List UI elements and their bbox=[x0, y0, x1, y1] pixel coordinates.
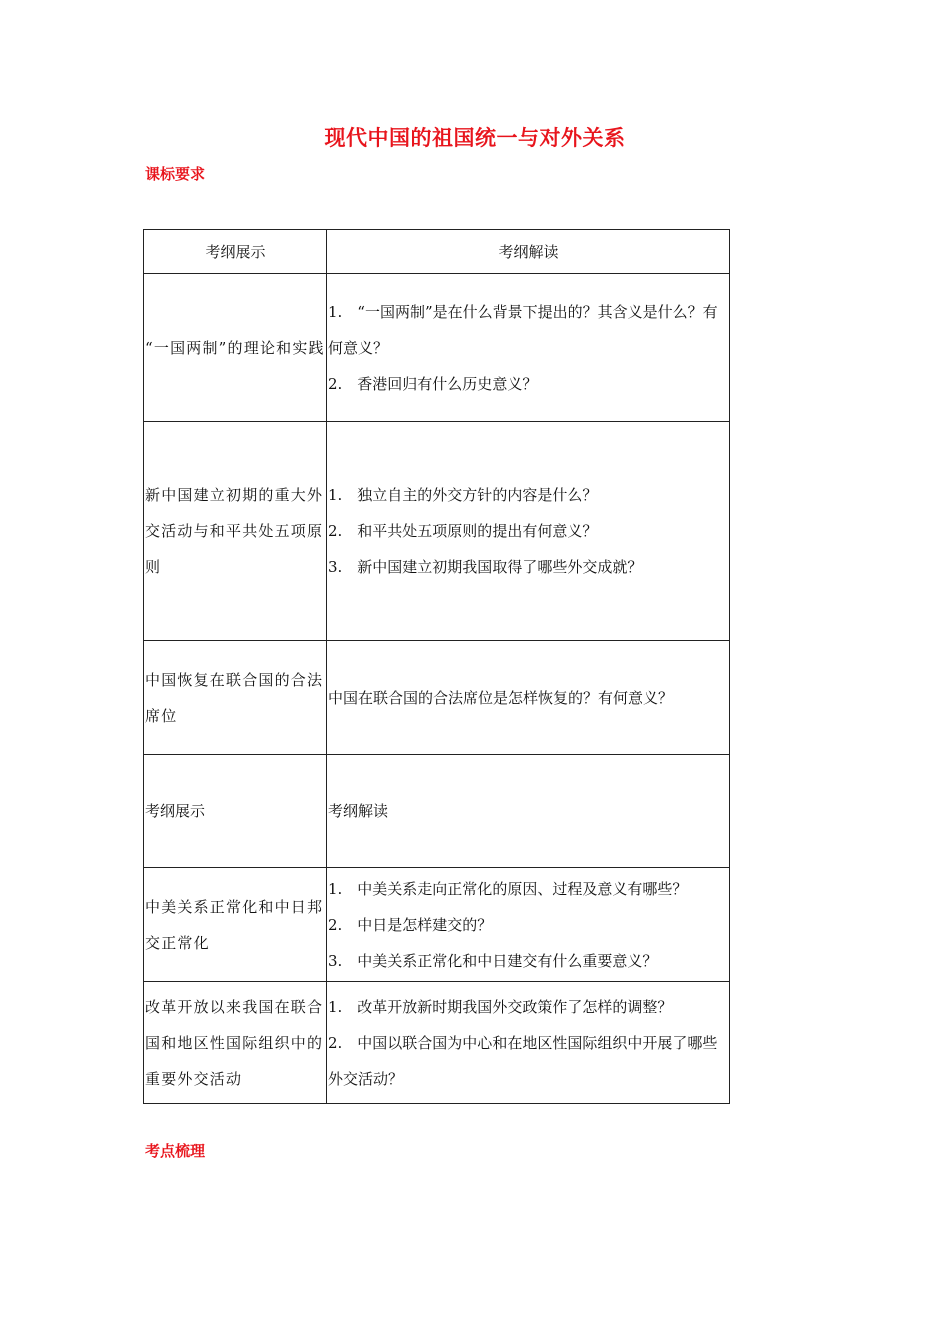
interpretation-cell bbox=[327, 641, 730, 755]
question-item: 1. 独立自主的外交方针的内容是什么？ bbox=[328, 486, 598, 504]
interpretation-cell bbox=[327, 422, 730, 641]
table-header-row bbox=[144, 230, 730, 274]
header-cell-interpretation: 考纲解读 bbox=[327, 230, 730, 274]
topic-cell: 中美关系正常化和中日邦交正常化 bbox=[144, 868, 327, 982]
section-heading-standards: 课标要求 bbox=[145, 165, 206, 183]
question-item: 2. 中国以联合国为中心和在地区性国际组织中开展了哪些外交活动？ bbox=[328, 1033, 718, 1088]
topic-cell: 考纲展示 bbox=[144, 755, 327, 868]
table-row bbox=[144, 868, 730, 982]
document-title: 现代中国的祖国统一与对外关系 bbox=[324, 125, 626, 150]
section-heading-key-points: 考点梳理 bbox=[145, 1142, 206, 1160]
topic-cell: 中国恢复在联合国的合法席位 bbox=[144, 641, 327, 755]
table-row bbox=[144, 982, 730, 1104]
question-item: 2. 和平共处五项原则的提出有何意义？ bbox=[328, 522, 598, 540]
question-item: 2. 中日是怎样建交的？ bbox=[328, 915, 493, 934]
question-item: 3. 中美关系正常化和中日建交有什么重要意义？ bbox=[328, 951, 658, 970]
header-cell-outline: 考纲展示 bbox=[144, 230, 327, 274]
question-item: 3. 新中国建立初期我国取得了哪些外交成就？ bbox=[328, 558, 643, 576]
question-item: 1. “一国两制”是在什么背景下提出的？其含义是什么？有何意义？ bbox=[328, 302, 718, 357]
question-item: 中国在联合国的合法席位是怎样恢复的？有何意义？ bbox=[328, 688, 674, 707]
question-item: 考纲解读 bbox=[328, 802, 389, 820]
table-row bbox=[144, 755, 730, 868]
requirements-table bbox=[143, 229, 730, 1104]
table-row bbox=[144, 641, 730, 755]
question-item: 1. 中美关系走向正常化的原因、过程及意义有哪些？ bbox=[328, 879, 688, 898]
topic-cell: 新中国建立初期的重大外交活动与和平共处五项原则 bbox=[144, 422, 327, 641]
topic-cell: 改革开放以来我国在联合国和地区性国际组织中的重要外交活动 bbox=[144, 982, 327, 1104]
table-row bbox=[144, 274, 730, 422]
interpretation-cell bbox=[327, 868, 730, 982]
topic-cell: “一国两制”的理论和实践 bbox=[144, 274, 327, 422]
interpretation-cell bbox=[327, 755, 730, 868]
question-item: 1. 改革开放新时期我国外交政策作了怎样的调整？ bbox=[328, 997, 673, 1016]
question-item: 2. 香港回归有什么历史意义？ bbox=[328, 374, 538, 393]
interpretation-cell bbox=[327, 982, 730, 1104]
interpretation-cell bbox=[327, 274, 730, 422]
table-row bbox=[144, 422, 730, 641]
